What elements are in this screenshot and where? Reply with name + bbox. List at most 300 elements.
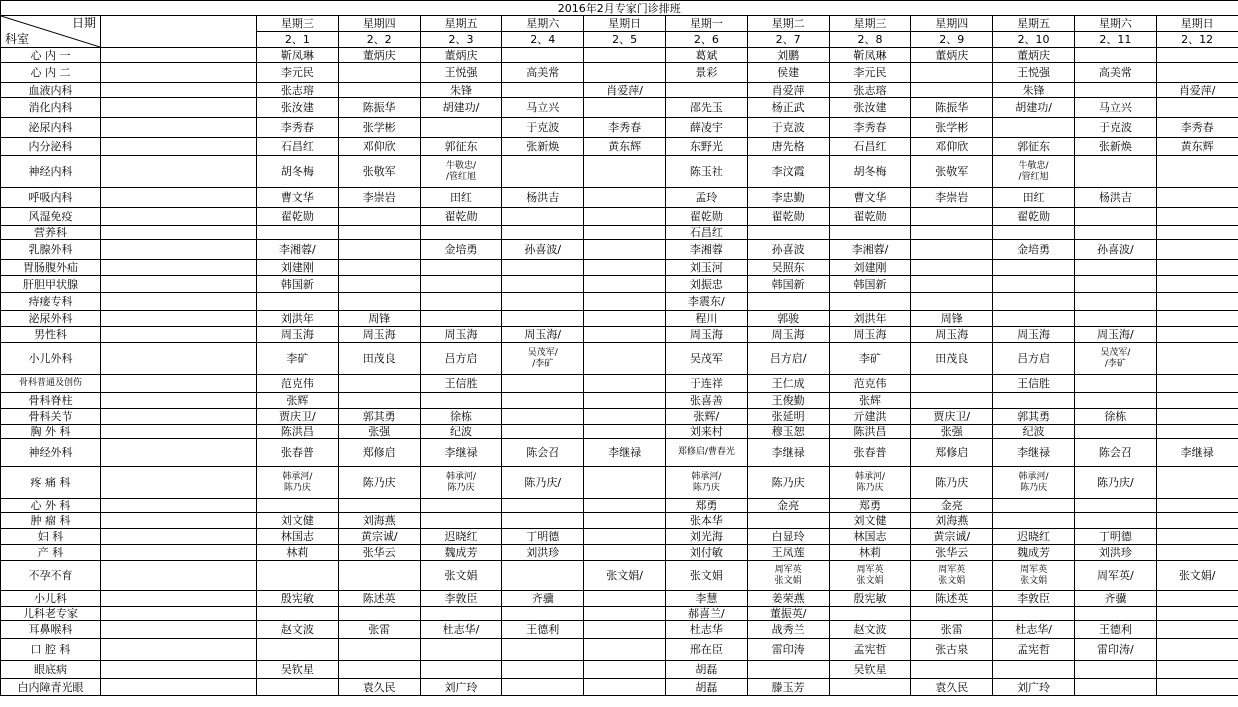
- doctor-cell: 靳凤琳: [829, 48, 911, 63]
- department-cell: 心 内 一: [1, 48, 101, 63]
- doctor-cell: 石昌红: [829, 138, 911, 156]
- doctor-cell: [1074, 311, 1156, 327]
- department-cell: 不孕不育: [1, 561, 101, 591]
- doctor-cell: [584, 48, 666, 63]
- doctor-cell: 李敦臣: [420, 591, 502, 607]
- doctor-cell: 郭征东: [993, 138, 1075, 156]
- doctor-cell: [911, 276, 993, 293]
- date-header: 2、10: [993, 32, 1075, 48]
- date-header: 2、9: [911, 32, 993, 48]
- doctor-cell: 周军英 张文娟: [747, 561, 829, 591]
- table-row: [1, 425, 1238, 439]
- doctor-cell: [257, 293, 339, 311]
- doctor-cell: [1156, 240, 1238, 260]
- doctor-cell: [338, 240, 420, 260]
- doctor-cell: [338, 561, 420, 591]
- department-cell: 骨科关节: [1, 409, 101, 425]
- doctor-cell: 李秀春: [584, 118, 666, 138]
- doctor-cell: 杨洪吉: [1074, 188, 1156, 208]
- department-cell: 疼 痛 科: [1, 467, 101, 499]
- doctor-cell: 牛敬忠/ /管红旭: [420, 156, 502, 188]
- doctor-cell: [584, 529, 666, 545]
- doctor-cell: 雷印涛/: [1074, 639, 1156, 661]
- doctor-cell: 吴茂军/ /李矿: [1074, 343, 1156, 375]
- table-row: [1, 393, 1238, 409]
- doctor-cell: [1074, 513, 1156, 529]
- doctor-cell: [338, 208, 420, 226]
- doctor-cell: 于克波: [502, 118, 584, 138]
- doctor-cell: [338, 375, 420, 393]
- department-cell: 骨科脊柱: [1, 393, 101, 409]
- doctor-cell: 朱锋: [420, 83, 502, 98]
- doctor-cell: [1074, 48, 1156, 63]
- doctor-cell: 刘洪珍: [502, 545, 584, 561]
- doctor-cell: [502, 48, 584, 63]
- doctor-cell: 郭骏: [747, 311, 829, 327]
- doctor-cell: 牛敬忠/ /管红旭: [993, 156, 1075, 188]
- doctor-cell: 张辉: [257, 393, 339, 409]
- doctor-cell: 陈乃庆: [338, 467, 420, 499]
- department-cell: 心 内 二: [1, 63, 101, 83]
- doctor-cell: 吴钦星: [257, 661, 339, 679]
- doctor-cell: [584, 513, 666, 529]
- doctor-cell: [502, 276, 584, 293]
- blank-header: [101, 16, 257, 48]
- doctor-cell: [420, 393, 502, 409]
- date-header: 2、1: [257, 32, 339, 48]
- doctor-cell: [1074, 393, 1156, 409]
- department-cell: 泌尿内科: [1, 118, 101, 138]
- doctor-cell: 雷印涛: [747, 639, 829, 661]
- doctor-cell: 周玉海: [665, 327, 747, 343]
- blank-cell: [101, 343, 257, 375]
- blank-cell: [101, 621, 257, 639]
- doctor-cell: [502, 156, 584, 188]
- doctor-cell: 金培勇: [993, 240, 1075, 260]
- doctor-cell: [1156, 260, 1238, 276]
- department-cell: 胃肠腹外疝: [1, 260, 101, 276]
- doctor-cell: 翟乾勋: [993, 208, 1075, 226]
- doctor-cell: 丁明德: [1074, 529, 1156, 545]
- doctor-cell: [1156, 499, 1238, 513]
- table-row: [1, 529, 1238, 545]
- doctor-cell: 杜志华: [665, 621, 747, 639]
- doctor-cell: 李继禄: [584, 439, 666, 467]
- table-row: [1, 118, 1238, 138]
- doctor-cell: [1156, 98, 1238, 118]
- doctor-cell: 胡建功/: [420, 98, 502, 118]
- date-header: 2、2: [338, 32, 420, 48]
- doctor-cell: [420, 607, 502, 621]
- doctor-cell: 张学彬: [911, 118, 993, 138]
- doctor-cell: 战秀兰: [747, 621, 829, 639]
- table-row: [1, 48, 1238, 63]
- doctor-cell: 齐骥: [1074, 591, 1156, 607]
- doctor-cell: [993, 276, 1075, 293]
- department-cell: 耳鼻喉科: [1, 621, 101, 639]
- date-header: 2、8: [829, 32, 911, 48]
- doctor-cell: 景彩: [665, 63, 747, 83]
- department-cell: 乳腺外科: [1, 240, 101, 260]
- doctor-cell: 李矿: [257, 343, 339, 375]
- doctor-cell: 韩国新: [747, 276, 829, 293]
- doctor-cell: 东野光: [665, 138, 747, 156]
- doctor-cell: 周玉海: [420, 327, 502, 343]
- doctor-cell: [993, 607, 1075, 621]
- doctor-cell: 亓建洪: [829, 409, 911, 425]
- doctor-cell: 于克波: [747, 118, 829, 138]
- doctor-cell: 李崇岩: [911, 188, 993, 208]
- doctor-cell: 滕玉芳: [747, 679, 829, 696]
- doctor-cell: 陈振华: [338, 98, 420, 118]
- blank-cell: [101, 561, 257, 591]
- blank-cell: [101, 393, 257, 409]
- doctor-cell: [829, 293, 911, 311]
- blank-cell: [101, 208, 257, 226]
- doctor-cell: 张新焕: [1074, 138, 1156, 156]
- doctor-cell: 郭其勇: [338, 409, 420, 425]
- doctor-cell: 黄宗诚/: [911, 529, 993, 545]
- doctor-cell: 刘洪珍: [1074, 545, 1156, 561]
- doctor-cell: 张强: [338, 425, 420, 439]
- doctor-cell: 李元民: [257, 63, 339, 83]
- doctor-cell: 刘鹏: [747, 48, 829, 63]
- doctor-cell: 张志瑢: [257, 83, 339, 98]
- doctor-cell: 杨正武: [747, 98, 829, 118]
- doctor-cell: 迟晓红: [420, 529, 502, 545]
- weekday-header: 星期五: [993, 16, 1075, 32]
- department-cell: 小儿科: [1, 591, 101, 607]
- doctor-cell: [993, 118, 1075, 138]
- doctor-cell: 石昌红: [257, 138, 339, 156]
- weekday-header: 星期一: [665, 16, 747, 32]
- blank-cell: [101, 529, 257, 545]
- doctor-cell: [1156, 639, 1238, 661]
- doctor-cell: [1156, 591, 1238, 607]
- blank-cell: [101, 409, 257, 425]
- doctor-cell: 韩承河/ 陈乃庆: [993, 467, 1075, 499]
- doctor-cell: 黄东辉: [1156, 138, 1238, 156]
- doctor-cell: 刘洪年: [257, 311, 339, 327]
- doctor-cell: [502, 409, 584, 425]
- blank-cell: [101, 679, 257, 696]
- doctor-cell: [1156, 208, 1238, 226]
- doctor-cell: [338, 661, 420, 679]
- doctor-cell: [502, 311, 584, 327]
- doctor-cell: 靳凤琳: [257, 48, 339, 63]
- doctor-cell: 林国志: [829, 529, 911, 545]
- doctor-cell: [1156, 607, 1238, 621]
- doctor-cell: [584, 98, 666, 118]
- table-row: [1, 260, 1238, 276]
- doctor-cell: [829, 607, 911, 621]
- doctor-cell: [338, 293, 420, 311]
- doctor-cell: 林莉: [257, 545, 339, 561]
- department-cell: 白内障青光眼: [1, 679, 101, 696]
- doctor-cell: 郑勇: [665, 499, 747, 513]
- doctor-cell: 张喜善: [665, 393, 747, 409]
- doctor-cell: 贾庆卫/: [257, 409, 339, 425]
- department-cell: 风湿免疫: [1, 208, 101, 226]
- doctor-cell: [502, 679, 584, 696]
- blank-cell: [101, 83, 257, 98]
- doctor-cell: [993, 226, 1075, 240]
- table-row: [1, 156, 1238, 188]
- doctor-cell: [1156, 425, 1238, 439]
- doctor-cell: 吴照东: [747, 260, 829, 276]
- doctor-cell: [1074, 208, 1156, 226]
- doctor-cell: 黄宗诚/: [338, 529, 420, 545]
- doctor-cell: 翟乾勋: [257, 208, 339, 226]
- blank-cell: [101, 226, 257, 240]
- date-header: 2、4: [502, 32, 584, 48]
- doctor-cell: 吴钦星: [829, 661, 911, 679]
- blank-cell: [101, 260, 257, 276]
- blank-cell: [101, 63, 257, 83]
- doctor-cell: 周玉海: [747, 327, 829, 343]
- doctor-cell: [1156, 679, 1238, 696]
- doctor-cell: 翟乾勋: [747, 208, 829, 226]
- doctor-cell: 石昌红: [665, 226, 747, 240]
- date-header: 2、5: [584, 32, 666, 48]
- doctor-cell: [1074, 260, 1156, 276]
- doctor-cell: [584, 276, 666, 293]
- doctor-cell: [1074, 226, 1156, 240]
- blank-cell: [101, 327, 257, 343]
- doctor-cell: 王悦强: [420, 63, 502, 83]
- doctor-cell: [911, 661, 993, 679]
- doctor-cell: 于连祥: [665, 375, 747, 393]
- doctor-cell: 郑修启: [911, 439, 993, 467]
- doctor-cell: 张雷: [338, 621, 420, 639]
- doctor-cell: 杜志华/: [993, 621, 1075, 639]
- doctor-cell: 邓仰欣: [911, 138, 993, 156]
- doctor-cell: 陈乃庆/: [502, 467, 584, 499]
- doctor-cell: 高美常: [502, 63, 584, 83]
- doctor-cell: 李秀春: [257, 118, 339, 138]
- doctor-cell: 李敦臣: [993, 591, 1075, 607]
- doctor-cell: [338, 499, 420, 513]
- doctor-cell: 胡冬梅: [257, 156, 339, 188]
- doctor-cell: 纪波: [993, 425, 1075, 439]
- doctor-cell: [1156, 545, 1238, 561]
- blank-cell: [101, 591, 257, 607]
- doctor-cell: [584, 188, 666, 208]
- doctor-cell: 肖爱萍: [747, 83, 829, 98]
- doctor-cell: [1156, 156, 1238, 188]
- doctor-cell: [1074, 375, 1156, 393]
- doctor-cell: [584, 311, 666, 327]
- doctor-cell: [584, 545, 666, 561]
- doctor-cell: 王德利: [502, 621, 584, 639]
- doctor-cell: [338, 63, 420, 83]
- weekday-header: 星期三: [257, 16, 339, 32]
- table-row: [1, 327, 1238, 343]
- department-cell: 痔瘘专科: [1, 293, 101, 311]
- doctor-cell: [420, 276, 502, 293]
- doctor-cell: 刘来村: [665, 425, 747, 439]
- doctor-cell: 张本华: [665, 513, 747, 529]
- doctor-cell: [584, 240, 666, 260]
- doctor-cell: 张春普: [829, 439, 911, 467]
- table-row: [1, 661, 1238, 679]
- doctor-cell: [993, 293, 1075, 311]
- doctor-cell: 徐栋: [1074, 409, 1156, 425]
- doctor-cell: [584, 607, 666, 621]
- page-title: 2016年2月专家门诊排班: [1, 1, 1238, 16]
- doctor-cell: [911, 226, 993, 240]
- doctor-cell: [420, 118, 502, 138]
- doctor-cell: [584, 425, 666, 439]
- table-row: [1, 343, 1238, 375]
- doctor-cell: [502, 425, 584, 439]
- doctor-cell: 袁久民: [338, 679, 420, 696]
- doctor-cell: 曹文华: [257, 188, 339, 208]
- doctor-cell: 刘海燕: [911, 513, 993, 529]
- department-cell: 产 科: [1, 545, 101, 561]
- doctor-cell: [502, 513, 584, 529]
- doctor-cell: [747, 226, 829, 240]
- blank-cell: [101, 425, 257, 439]
- doctor-cell: [1156, 467, 1238, 499]
- doctor-cell: [747, 661, 829, 679]
- doctor-cell: [420, 499, 502, 513]
- doctor-cell: [338, 83, 420, 98]
- title-row: [1, 1, 1238, 16]
- doctor-cell: [1156, 48, 1238, 63]
- department-cell: 营养科: [1, 226, 101, 240]
- doctor-cell: 姜荣燕: [747, 591, 829, 607]
- doctor-cell: [993, 260, 1075, 276]
- doctor-cell: [338, 276, 420, 293]
- doctor-cell: [420, 661, 502, 679]
- doctor-cell: [911, 208, 993, 226]
- doctor-cell: [1156, 375, 1238, 393]
- doctor-cell: [502, 639, 584, 661]
- doctor-cell: [584, 621, 666, 639]
- doctor-cell: [1156, 513, 1238, 529]
- table-row: [1, 545, 1238, 561]
- table-row: [1, 188, 1238, 208]
- doctor-cell: 张华云: [338, 545, 420, 561]
- doctor-cell: 杨洪吉: [502, 188, 584, 208]
- department-cell: 消化内科: [1, 98, 101, 118]
- doctor-cell: [1074, 425, 1156, 439]
- doctor-cell: 董炳庆: [993, 48, 1075, 63]
- doctor-cell: 黄东辉: [584, 138, 666, 156]
- doctor-cell: 殷宪敏: [257, 591, 339, 607]
- weekday-header: 星期六: [502, 16, 584, 32]
- doctor-cell: 田茂良: [338, 343, 420, 375]
- doctor-cell: 马立兴: [502, 98, 584, 118]
- doctor-cell: 林国志: [257, 529, 339, 545]
- doctor-cell: 范克伟: [829, 375, 911, 393]
- doctor-cell: 张新焕: [502, 138, 584, 156]
- doctor-cell: [1074, 276, 1156, 293]
- doctor-cell: [502, 561, 584, 591]
- date-header: 2、11: [1074, 32, 1156, 48]
- doctor-cell: [1156, 343, 1238, 375]
- doctor-cell: 周玉海: [911, 327, 993, 343]
- doctor-cell: 迟晓红: [993, 529, 1075, 545]
- doctor-cell: [993, 311, 1075, 327]
- table-row: [1, 83, 1238, 98]
- doctor-cell: 刘建刚: [257, 260, 339, 276]
- department-cell: 小儿外科: [1, 343, 101, 375]
- table-row: [1, 467, 1238, 499]
- doctor-cell: [584, 393, 666, 409]
- doctor-cell: [584, 591, 666, 607]
- doctor-cell: 陈乃庆: [747, 467, 829, 499]
- doctor-cell: 邢在臣: [665, 639, 747, 661]
- table-row: [1, 513, 1238, 529]
- doctor-cell: 王凤莲: [747, 545, 829, 561]
- doctor-cell: 李继禄: [420, 439, 502, 467]
- schedule-body: [1, 1, 1238, 696]
- doctor-cell: [584, 327, 666, 343]
- department-cell: 骨科普通及创伤: [1, 375, 101, 393]
- table-row: [1, 439, 1238, 467]
- doctor-cell: 穆玉恕: [747, 425, 829, 439]
- doctor-cell: 王仁成: [747, 375, 829, 393]
- department-cell: 眼底病: [1, 661, 101, 679]
- corner-dept-label: 科室: [5, 32, 30, 46]
- doctor-cell: 杜志华/: [420, 621, 502, 639]
- doctor-cell: 田红: [420, 188, 502, 208]
- table-row: [1, 311, 1238, 327]
- doctor-cell: [584, 156, 666, 188]
- doctor-cell: 张华云: [911, 545, 993, 561]
- doctor-cell: 陈乃庆: [911, 467, 993, 499]
- blank-cell: [101, 276, 257, 293]
- doctor-cell: 翟乾勋: [829, 208, 911, 226]
- doctor-cell: [993, 499, 1075, 513]
- doctor-cell: 郑修启/曹春光: [665, 439, 747, 467]
- doctor-cell: 郑修启: [338, 439, 420, 467]
- table-row: [1, 621, 1238, 639]
- blank-cell: [101, 513, 257, 529]
- doctor-cell: 陈乃庆/: [1074, 467, 1156, 499]
- table-row: [1, 409, 1238, 425]
- table-row: [1, 138, 1238, 156]
- doctor-cell: [338, 393, 420, 409]
- doctor-cell: 李秀春: [829, 118, 911, 138]
- doctor-cell: [257, 679, 339, 696]
- department-cell: 神经外科: [1, 439, 101, 467]
- doctor-cell: 魏成芳: [993, 545, 1075, 561]
- doctor-cell: 侯建: [747, 63, 829, 83]
- doctor-cell: 张汝建: [257, 98, 339, 118]
- doctor-cell: [1074, 499, 1156, 513]
- doctor-cell: [911, 375, 993, 393]
- doctor-cell: [502, 83, 584, 98]
- doctor-cell: 程川: [665, 311, 747, 327]
- doctor-cell: 邓仰欣: [338, 138, 420, 156]
- doctor-cell: 周军英/: [1074, 561, 1156, 591]
- doctor-cell: 王悦强: [993, 63, 1075, 83]
- doctor-cell: 孙喜波: [747, 240, 829, 260]
- weekday-header: 星期日: [584, 16, 666, 32]
- doctor-cell: 李元民: [829, 63, 911, 83]
- doctor-cell: 郝喜兰/: [665, 607, 747, 621]
- table-row: [1, 607, 1238, 621]
- doctor-cell: 韩国新: [257, 276, 339, 293]
- doctor-cell: 白显玲: [747, 529, 829, 545]
- doctor-cell: [584, 409, 666, 425]
- blank-cell: [101, 240, 257, 260]
- doctor-cell: 孟玲: [665, 188, 747, 208]
- doctor-cell: [584, 260, 666, 276]
